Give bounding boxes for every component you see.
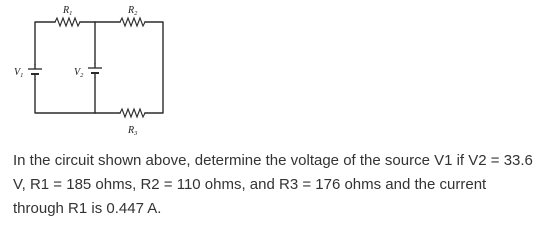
label-r3: $R_3$ [128,125,138,137]
resistor-r1 [55,18,80,26]
label-r1: $R_1$ [63,5,73,17]
label-v1: $V_1$ [14,67,24,79]
resistor-r2 [120,18,145,26]
resistor-r3 [120,109,145,117]
battery-v2 [88,63,102,78]
label-r2: $R_2$ [128,5,138,17]
question-text: In the circuit shown above, determine the voltage of the source V1 if V2 = 33.6 V, R1 = 185 ohms, R2 = 110 ohms, and R3 = 176 ohms and the current through R1 is 0.447 A. [13,152,533,217]
label-v2: $V_2$ [74,67,84,79]
battery-v1 [28,64,42,80]
